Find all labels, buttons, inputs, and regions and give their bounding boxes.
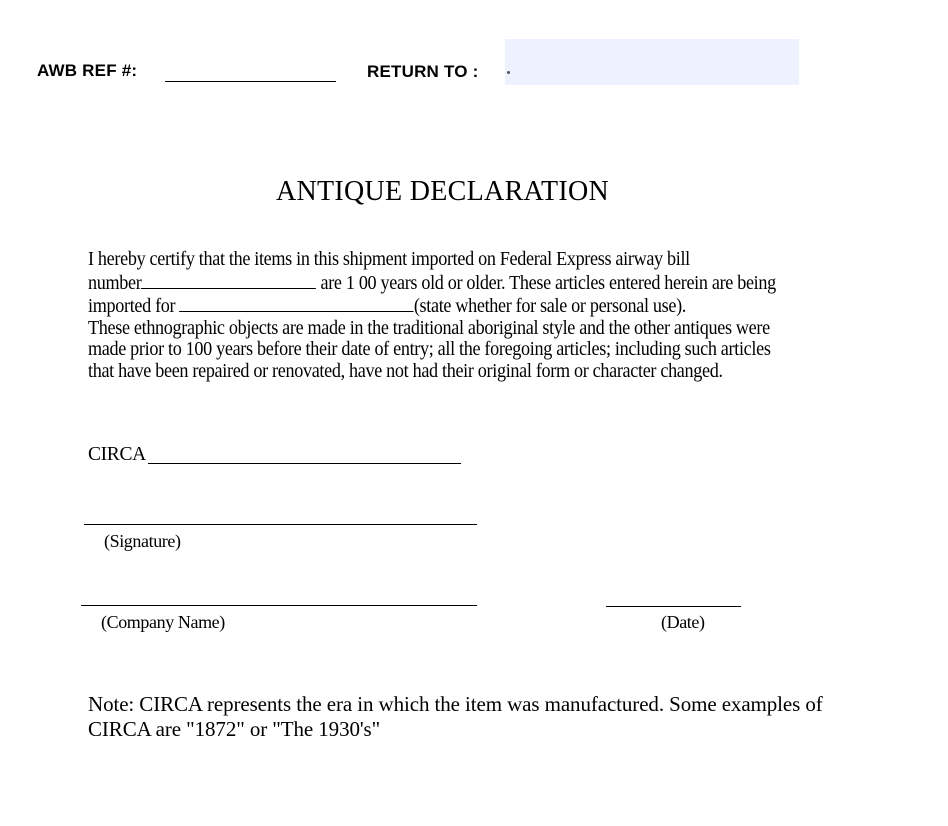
circa-note: Note: CIRCA represents the era in which the item was manufactured. Some examples of CIRCA are "1872" or "The 1930's" (88, 692, 823, 741)
date-line[interactable] (606, 606, 741, 607)
signature-label: (Signature) (104, 531, 181, 551)
document-title: ANTIQUE DECLARATION (275, 176, 610, 207)
paragraph-line-3 (88, 294, 776, 318)
date-label: (Date) (661, 612, 705, 632)
company-name-label: (Company Name) (101, 612, 225, 632)
signature-line[interactable] (84, 524, 477, 525)
paragraph-line-1: I hereby certify that the items in this shipment imported on Federal Express airway bill (88, 249, 690, 270)
declaration-paragraph (88, 249, 776, 382)
company-name-line[interactable] (81, 605, 477, 606)
paragraph-line-4: These ethnographic objects are made in the traditional aboriginal style and the other antiques were (88, 317, 770, 339)
number-label: number (88, 272, 142, 294)
imported-for-label: imported for (88, 296, 180, 317)
awb-ref-label: AWB REF #: (37, 61, 138, 80)
paragraph-line-6: that have been repaired or renovated, have not had their original form or character changed. (88, 360, 723, 382)
import-purpose-blank[interactable] (179, 294, 413, 312)
paragraph-line-5: made prior to 100 years before their date of entry; all the foregoing articles; including such articles (88, 339, 771, 360)
return-field-cursor-dot (507, 71, 510, 74)
return-to-label: RETURN TO : (367, 62, 479, 81)
airway-bill-number-blank[interactable] (141, 271, 316, 289)
return-to-input[interactable] (505, 39, 799, 85)
circa-label: CIRCA (88, 444, 146, 465)
paragraph-line-2 (88, 271, 776, 295)
years-old-text: are 1 00 years old or older. These articles entered herein are being (316, 272, 776, 294)
purpose-instruction-text: (state whether for sale or personal use). (413, 296, 686, 317)
awb-ref-input[interactable] (165, 58, 336, 82)
circa-input-line[interactable] (148, 463, 461, 464)
